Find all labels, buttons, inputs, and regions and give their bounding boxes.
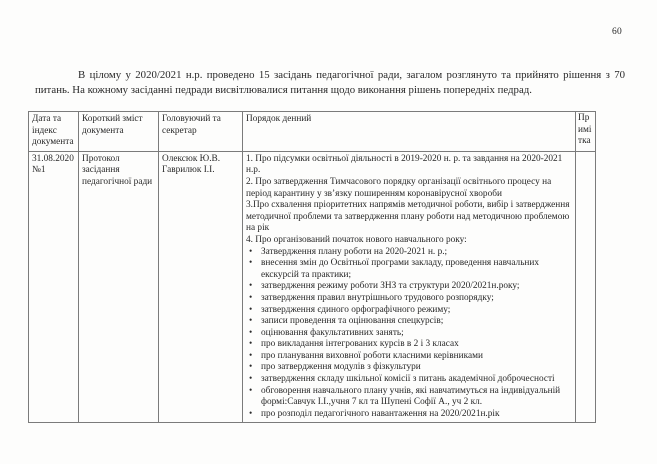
col-header-agenda: Порядок денний (243, 112, 576, 152)
agenda-bullet-item: • обговорення навчального плану учнів, які навчатимуться на індивідуальній формі:Савчук І.І.,учня 7 кл та Шупені Софії А., уч 2 кл. (246, 386, 572, 409)
agenda-bullet-item: • затвердження складу шкільної комісії з питань академічної доброчесності (246, 374, 572, 386)
agenda-bullet-item: • про планування виховної роботи класними керівниками (246, 351, 572, 363)
page-number: 60 (612, 27, 623, 37)
secretary-name: Гаврилюк І.І. (162, 165, 215, 176)
agenda-numbered-list (246, 154, 572, 247)
cell-summary (79, 151, 159, 423)
agenda-numbered-item: 4. Про організований початок нового навчального року: (246, 234, 467, 245)
document-summary: Протокол засідання педагогічної ради (82, 153, 153, 187)
document-index: №1 (32, 165, 46, 176)
agenda-bullet-item: • затвердження правил внутрішнього трудового розпорядку; (246, 293, 572, 305)
col-header-date-index: Дата та індекс документа (29, 112, 79, 152)
cell-note (576, 151, 596, 423)
agenda-bullet-item: • затвердження режиму роботи ЗНЗ та структури 2020/2021н.року; (246, 281, 572, 293)
agenda-bullet-item: • внесення змін до Освітньої програми закладу, проведення навчальних екскурсій та практики; (246, 258, 572, 281)
document-date: 31.08.2020 (32, 153, 74, 164)
agenda-bullet-item: • оцінювання факультативних занять; (246, 328, 572, 340)
agenda-bullet-list (246, 247, 572, 421)
intro-paragraph: В цілому у 2020/2021 н.р. проведено 15 засідань педагогічної ради, загалом розглянуто та прийнято рішення з 70 питань. На кожному засіданні педради висвітлювалися питання щодо виконання рішень попередніх педрад. (35, 69, 625, 96)
col-header-chair-secretary: Головуючий та секретар (159, 112, 243, 152)
agenda-numbered-item: 1. Про підсумки освітньої діяльності в 2019-2020 н. р. та завдання на 2020-2021 н.р. (246, 153, 563, 176)
agenda-bullet-item: • Затвердження плану роботи на 2020-2021 н. р.; (246, 247, 572, 259)
agenda-bullet-item: • затвердження єдиного орфографічного режиму; (246, 305, 572, 317)
agenda-bullet-item: • про викладання інтегрованих курсів в 2 і 3 класах (246, 339, 572, 351)
cell-date-index (29, 151, 79, 423)
minutes-table (28, 111, 596, 423)
agenda-numbered-item: 3.Про схвалення пріоритетних напрямів методичної роботи, вибір і затвердження методичної проблеми та затвердження плану роботи над методичною проблемою на рік (246, 200, 570, 234)
col-header-note: Примітка (576, 112, 596, 152)
agenda-bullet-item: • про затвердження модулів з фізкультури (246, 362, 572, 374)
agenda-bullet-item: • записи проведення та оцінювання спецкурсів; (246, 316, 572, 328)
agenda-numbered-item: 2. Про затвердження Тимчасового порядку організації освітнього процесу на період карантину у зв’язку поширенням коронавірусної хвороби (246, 176, 552, 199)
table-row (29, 151, 596, 423)
chair-name: Олексюк Ю.В. (162, 153, 221, 164)
agenda-bullet-item: • про розподіл педагогічного навантаження на 2020/2021н.рік (246, 409, 572, 421)
table-header-row (29, 112, 596, 152)
col-header-summary: Короткий зміст документа (79, 112, 159, 152)
cell-chair-secretary (159, 151, 243, 423)
cell-agenda (243, 151, 576, 423)
